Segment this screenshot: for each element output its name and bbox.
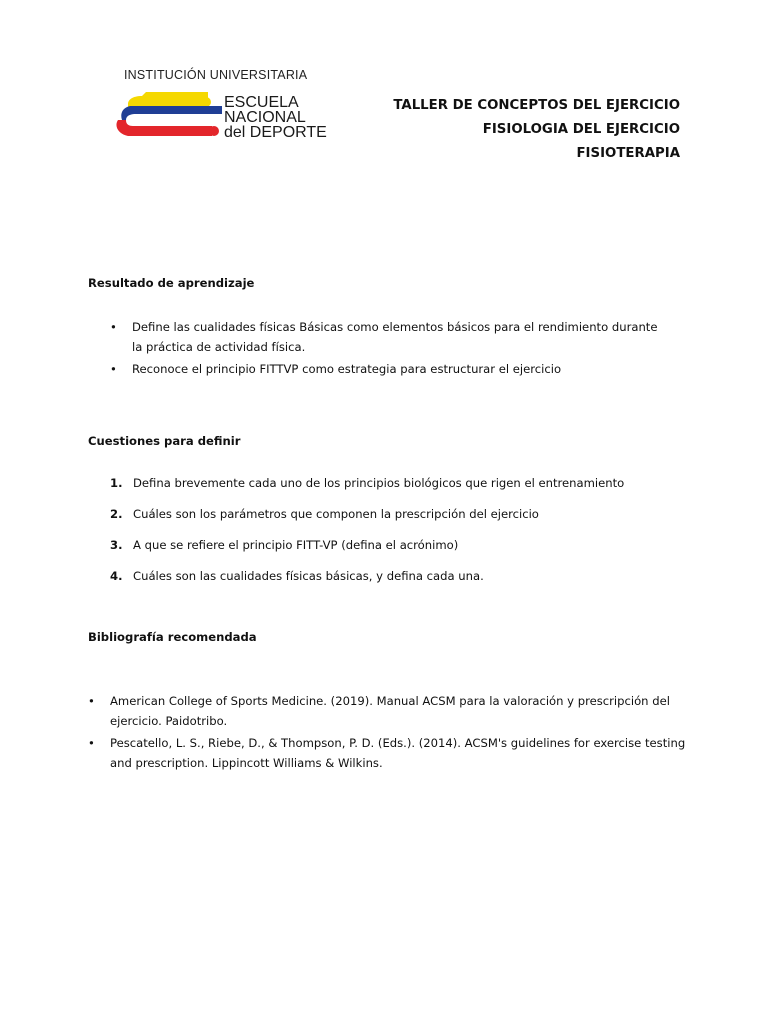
document-title-block bbox=[393, 94, 680, 166]
list-item-text: Define las cualidades físicas Básicas como elementos básicos para el rendimiento durante la práctica de actividad física. bbox=[132, 320, 658, 354]
document-title: TALLER DE CONCEPTOS DEL EJERCICIO bbox=[393, 98, 680, 113]
question-text: Cuáles son las cualidades físicas básicas, y defina cada una. bbox=[133, 569, 484, 583]
list-item bbox=[110, 359, 670, 379]
bibliography-text: Pescatello, L. S., Riebe, D., & Thompson, P. D. (Eds.). (2014). ACSM's guidelines for exercise testing and prescription. Lippincott Williams & Wilkins. bbox=[110, 736, 686, 770]
question-text: Cuáles son los parámetros que componen la prescripción del ejercicio bbox=[133, 507, 539, 521]
question-number: 4. bbox=[110, 569, 123, 583]
question-item bbox=[110, 504, 690, 535]
bullet-icon: • bbox=[88, 694, 95, 708]
logo-name-line: ESCUELA bbox=[224, 94, 299, 111]
learning-outcome-heading: Resultado de aprendizaje bbox=[88, 276, 255, 290]
bibliography-heading: Bibliografía recomendada bbox=[88, 630, 257, 644]
logo-yellow-stripe bbox=[128, 92, 208, 108]
questions-list bbox=[110, 473, 690, 597]
learning-outcome-list bbox=[110, 317, 670, 381]
bibliography-text: American College of Sports Medicine. (2019). Manual ACSM para la valoración y prescripción del ejercicio. Paidotribo. bbox=[110, 694, 670, 728]
question-text: Defina brevemente cada uno de los principios biológicos que rigen el entrenamiento bbox=[133, 476, 625, 490]
program-title: FISIOTERAPIA bbox=[576, 146, 680, 161]
bibliography-item bbox=[88, 733, 688, 773]
question-item bbox=[110, 473, 690, 504]
logo-flag-stripes-icon bbox=[112, 86, 224, 146]
question-number: 2. bbox=[110, 507, 123, 521]
course-title: FISIOLOGIA DEL EJERCICIO bbox=[482, 122, 680, 137]
question-item bbox=[110, 535, 690, 566]
logo-yellow-dot bbox=[201, 97, 211, 107]
logo-red-stripe bbox=[116, 120, 212, 136]
question-text: A que se refiere el principio FITT-VP (defina el acrónimo) bbox=[133, 538, 459, 552]
bullet-icon: • bbox=[88, 736, 95, 750]
question-number: 1. bbox=[110, 476, 123, 490]
questions-heading: Cuestiones para definir bbox=[88, 434, 241, 448]
logo-name-line: del DEPORTE bbox=[224, 124, 327, 141]
logo-institution-text: INSTITUCIÓN UNIVERSITARIA bbox=[124, 68, 308, 82]
bullet-icon: • bbox=[110, 320, 117, 334]
list-item-text: Reconoce el principio FITTVP como estrategia para estructurar el ejercicio bbox=[132, 362, 562, 376]
logo-red-dot bbox=[209, 126, 219, 136]
logo-name-line: NACIONAL bbox=[224, 109, 306, 126]
institution-logo bbox=[112, 66, 342, 150]
list-item bbox=[110, 317, 670, 357]
logo-blue-stripe bbox=[121, 106, 222, 120]
logo-school-name bbox=[224, 95, 327, 140]
question-item bbox=[110, 566, 690, 597]
bullet-icon: • bbox=[110, 362, 117, 376]
bibliography-item bbox=[88, 691, 688, 731]
question-number: 3. bbox=[110, 538, 123, 552]
bibliography-list bbox=[88, 691, 688, 775]
